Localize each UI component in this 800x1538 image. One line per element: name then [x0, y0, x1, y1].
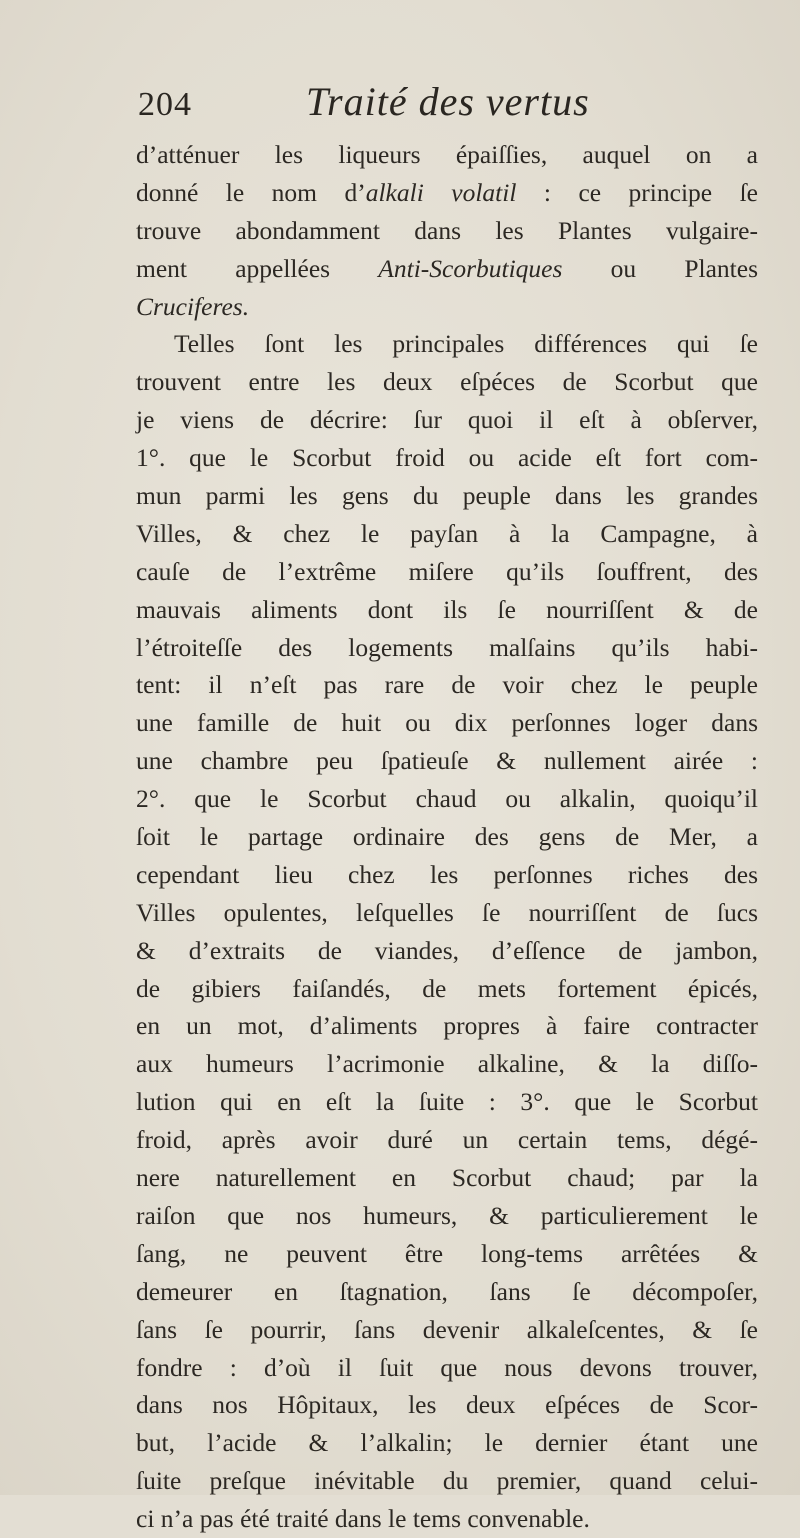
text-run: & d’extraits de viandes, d’eſſence de jambon,	[136, 935, 758, 965]
text-run: en un mot, d’aliments propres à faire contracter	[136, 1011, 758, 1041]
text-line	[136, 401, 758, 439]
text-line	[136, 894, 758, 932]
page-header	[138, 78, 758, 138]
text-line	[136, 1386, 758, 1424]
text-run: trouve abondamment dans les Plantes vulgaire-	[136, 215, 758, 245]
text-run: ment appellées	[136, 253, 379, 283]
paragraph	[136, 136, 758, 325]
text-line	[136, 666, 758, 704]
text-run: lution qui en eſt la ſuite : 3°. que le Scorbut	[136, 1087, 758, 1117]
text-line	[136, 704, 758, 742]
text-run: nere naturellement en Scorbut chaud; par la	[136, 1163, 758, 1193]
text-run: ci n’a pas été traité dans le tems convenable.	[136, 1504, 590, 1534]
text-line	[136, 1121, 758, 1159]
text-line	[136, 1045, 758, 1083]
text-line	[136, 477, 758, 515]
text-run: ſoit le partage ordinaire des gens de Mer, a	[136, 822, 758, 852]
text-run: une chambre peu ſpatieuſe & nullement airée :	[136, 746, 758, 776]
text-run: mun parmi les gens du peuple dans les grandes	[136, 481, 758, 511]
text-line	[136, 1197, 758, 1235]
text-line	[136, 1500, 758, 1538]
text-run: ſans ſe pourrir, ſans devenir alkaleſcentes, & ſe	[136, 1314, 758, 1344]
text-line	[136, 1007, 758, 1045]
text-line	[136, 288, 758, 326]
text-run: ſuite preſque inévitable du premier, quand celui-	[136, 1466, 758, 1496]
text-run: dans nos Hôpitaux, les deux eſpéces de Scor-	[136, 1390, 758, 1420]
text-line	[136, 515, 758, 553]
text-run: raiſon que nos humeurs, & particulierement le	[136, 1200, 758, 1230]
text-run: fondre : d’où il ſuit que nous devons trouver,	[136, 1352, 758, 1382]
text-line	[136, 553, 758, 591]
text-run: de gibiers faiſandés, de mets fortement épicés,	[136, 973, 758, 1003]
text-run: cependant lieu chez les perſonnes riches des	[136, 859, 758, 889]
text-line	[136, 1462, 758, 1500]
text-line	[136, 363, 758, 401]
text-run: aux humeurs l’acrimonie alkaline, & la diſſo-	[136, 1049, 758, 1079]
text-run: d’atténuer les liqueurs épaiſſies, auquel on a	[136, 140, 758, 169]
text-run: je viens de décrire: ſur quoi il eſt à obſerver,	[136, 405, 758, 435]
page-number: 204	[138, 86, 192, 123]
text-line	[136, 856, 758, 894]
italic-run: Cruciferes.	[136, 291, 250, 321]
text-line	[136, 970, 758, 1008]
text-run: ou Plantes	[562, 253, 758, 283]
text-line	[136, 1159, 758, 1197]
text-line	[136, 629, 758, 667]
text-line	[136, 1311, 758, 1349]
text-run: 1°. que le Scorbut froid ou acide eſt fort com-	[136, 443, 758, 473]
text-line	[136, 932, 758, 970]
text-run: Villes opulentes, leſquelles ſe nourriſſent de ſucs	[136, 897, 758, 927]
text-run: trouvent entre les deux eſpéces de Scorbut que	[136, 367, 758, 397]
text-line	[136, 174, 758, 212]
text-line	[136, 1235, 758, 1273]
text-line	[136, 780, 758, 818]
text-line	[136, 325, 758, 363]
text-run: demeurer en ſtagnation, ſans ſe décompoſer,	[136, 1276, 758, 1306]
text-line	[136, 250, 758, 288]
text-line	[136, 439, 758, 477]
running-title: Traité des vertus	[306, 79, 590, 124]
text-run: Telles ſont les principales différences qui ſe	[174, 329, 758, 359]
text-line	[136, 742, 758, 780]
text-run: cauſe de l’extrême miſere qu’ils ſouffrent, des	[136, 556, 758, 586]
text-line	[136, 212, 758, 250]
italic-run: alkali volatil	[365, 177, 517, 207]
paragraph	[136, 325, 758, 1538]
text-run: Villes, & chez le payſan à la Campagne, à	[136, 518, 758, 548]
text-run: tent: il n’eſt pas rare de voir chez le peuple	[136, 670, 758, 700]
text-run: donné le nom d’	[136, 177, 366, 207]
italic-run: Anti-Scorbutiques	[378, 253, 563, 283]
text-run: but, l’acide & l’alkalin; le dernier étant une	[136, 1428, 758, 1458]
text-line	[136, 1273, 758, 1311]
text-run: froid, après avoir duré un certain tems, dégé-	[136, 1125, 758, 1155]
text-line	[136, 818, 758, 856]
text-run: une famille de huit ou dix perſonnes loger dans	[136, 708, 758, 738]
text-run: ſang, ne peuvent être long-tems arrêtées &	[136, 1238, 758, 1268]
body-text	[136, 136, 758, 1538]
text-line	[136, 591, 758, 629]
text-line	[136, 1083, 758, 1121]
text-run: l’étroiteſſe des logements malſains qu’ils habi-	[136, 632, 758, 662]
text-run: 2°. que le Scorbut chaud ou alkalin, quoiqu’il	[136, 784, 758, 814]
text-line	[136, 136, 758, 174]
text-run: mauvais aliments dont ils ſe nourriſſent & de	[136, 594, 758, 624]
text-line	[136, 1424, 758, 1462]
text-line	[136, 1349, 758, 1387]
text-run: : ce principe ſe	[516, 177, 758, 207]
